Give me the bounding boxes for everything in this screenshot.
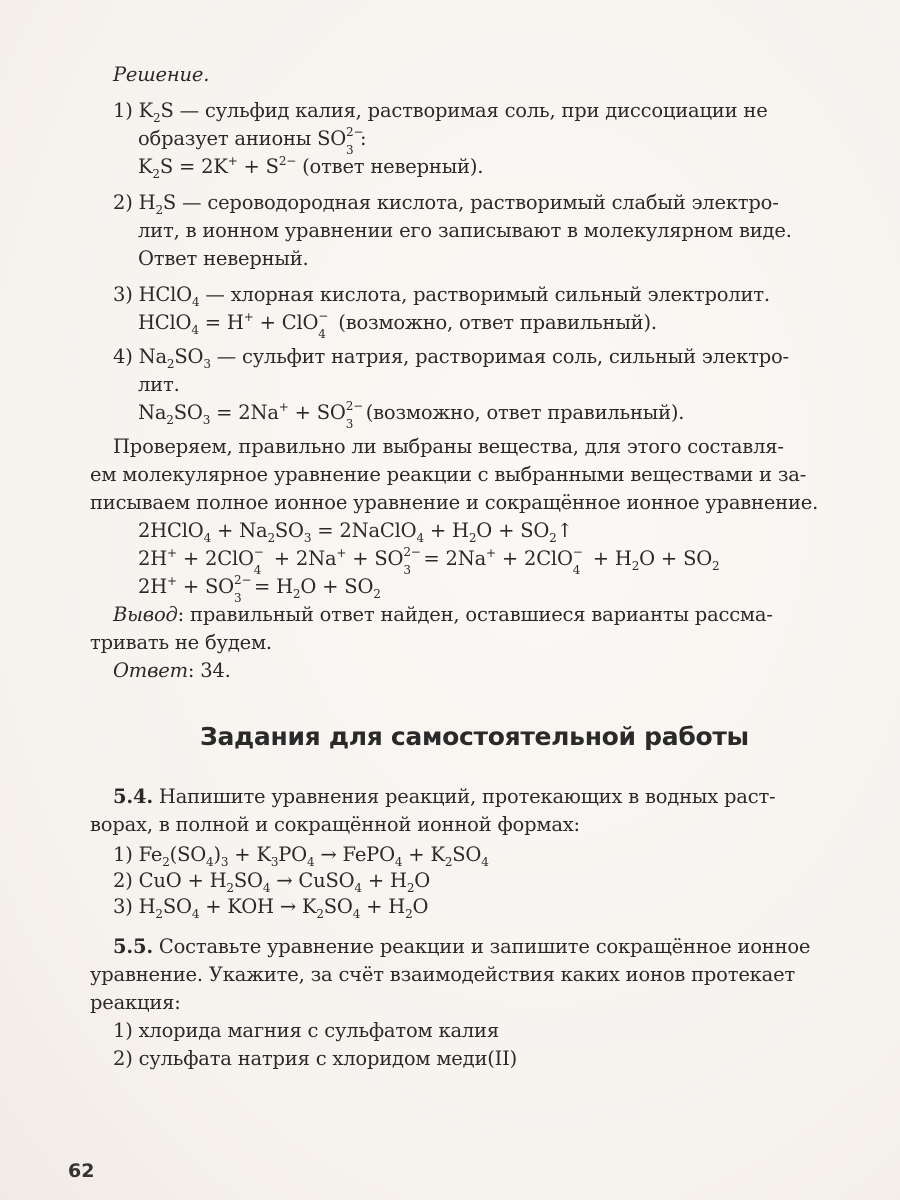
solution-item-1-equation: $K_2S = 2K^+ + S^{2-}$ (ответ неверный). <box>138 154 484 181</box>
check-paragraph-line-3: писываем полное ионное уравнение и сокращённое ионное уравнение. <box>90 491 819 514</box>
solution-item-2-line-2: лит, в ионном уравнении его записывают в молекулярном виде. <box>138 219 792 242</box>
check-paragraph-line-2: ем молекулярное уравнение реакции с выбранными веществами и за- <box>90 463 807 486</box>
full-ionic-equation: 2H+ + 2ClO − 4 + 2Na+ + SO 2− 3 = 2Na+ + 2ClO − 4 + $H_2O + SO_2$ <box>138 545 720 577</box>
task-5-4-item-3: 3) $H_2SO_4$ + KOH → $K_2SO_4 + H_2O$ <box>113 895 429 921</box>
task-5-5-item-1: 1) хлорида магния с сульфатом калия <box>113 1019 499 1042</box>
molecular-equation: 2HClO$_4$ + $Na_2SO_3$ = 2NaClO$_4$ + $H_2O$ + $SO_2↑$ <box>138 519 573 545</box>
task-5-4-item-2: 2) CuO + $H_2SO_4$ → CuSO$_4$ + $H_2O$ <box>113 869 431 895</box>
page-number: 62 <box>68 1160 95 1182</box>
section-heading: Задания для самостоятельной работы <box>200 722 749 751</box>
conclusion-line-2: тривать не будем. <box>90 631 272 654</box>
solution-item-2-line-3: Ответ неверный. <box>138 247 309 270</box>
task-5-4-item-1: 1) $Fe_2(SO_4)_3 + K_3PO_4$ → FePO$_4$ + $K_2SO_4$ <box>113 843 489 869</box>
solution-item-4-line-1: 4) $Na_2SO_3$ — сульфит натрия, растворимая соль, сильный электро- <box>113 345 789 371</box>
task-5-4-line-2: ворах, в полной и сокращённой ионной формах: <box>90 813 580 836</box>
solution-item-3-equation: HClO$_4$ = H+ + ClO − 4 (возможно, ответ правильный). <box>138 309 657 341</box>
solution-item-2-line-1: 2) $H_2S$ — сероводородная кислота, растворимый слабый электро- <box>113 191 779 217</box>
short-ionic-equation: 2H+ + SO 2− 3 = $H_2O + SO_2$ <box>138 573 381 605</box>
task-5-5-item-2: 2) сульфата натрия с хлоридом меди(II) <box>113 1047 518 1070</box>
answer-line: Ответ: 34. <box>113 659 231 682</box>
conclusion-line-1: Вывод: правильный ответ найден, оставшиеся варианты рассма- <box>113 603 773 626</box>
solution-item-1-line-2: образует анионы SO 2− 3 : <box>138 125 367 157</box>
task-5-5-line-3: реакция: <box>90 991 181 1014</box>
task-5-5-line-1: 5.5. Составьте уравнение реакции и запишите сокращённое ионное <box>113 935 811 958</box>
solution-item-3-line-1: 3) HClO$_4$ — хлорная кислота, растворимый сильный электролит. <box>113 283 770 309</box>
task-5-5-line-2: уравнение. Укажите, за счёт взаимодействия каких ионов протекает <box>90 963 795 986</box>
solution-item-4-equation: $Na_2SO_3 = 2Na^+$ + SO 2− 3 (возможно, ответ правильный). <box>138 399 685 431</box>
solution-item-1-line-1: 1) $K_2S$ — сульфид калия, растворимая соль, при диссоциации не <box>113 99 768 125</box>
check-paragraph-line-1: Проверяем, правильно ли выбраны вещества, для этого составля- <box>113 435 784 458</box>
solution-label: Решение. <box>113 63 210 86</box>
task-5-4-line-1: 5.4. Напишите уравнения реакций, протекающих в водных раст- <box>113 785 776 808</box>
solution-item-4-line-2: лит. <box>138 373 180 396</box>
